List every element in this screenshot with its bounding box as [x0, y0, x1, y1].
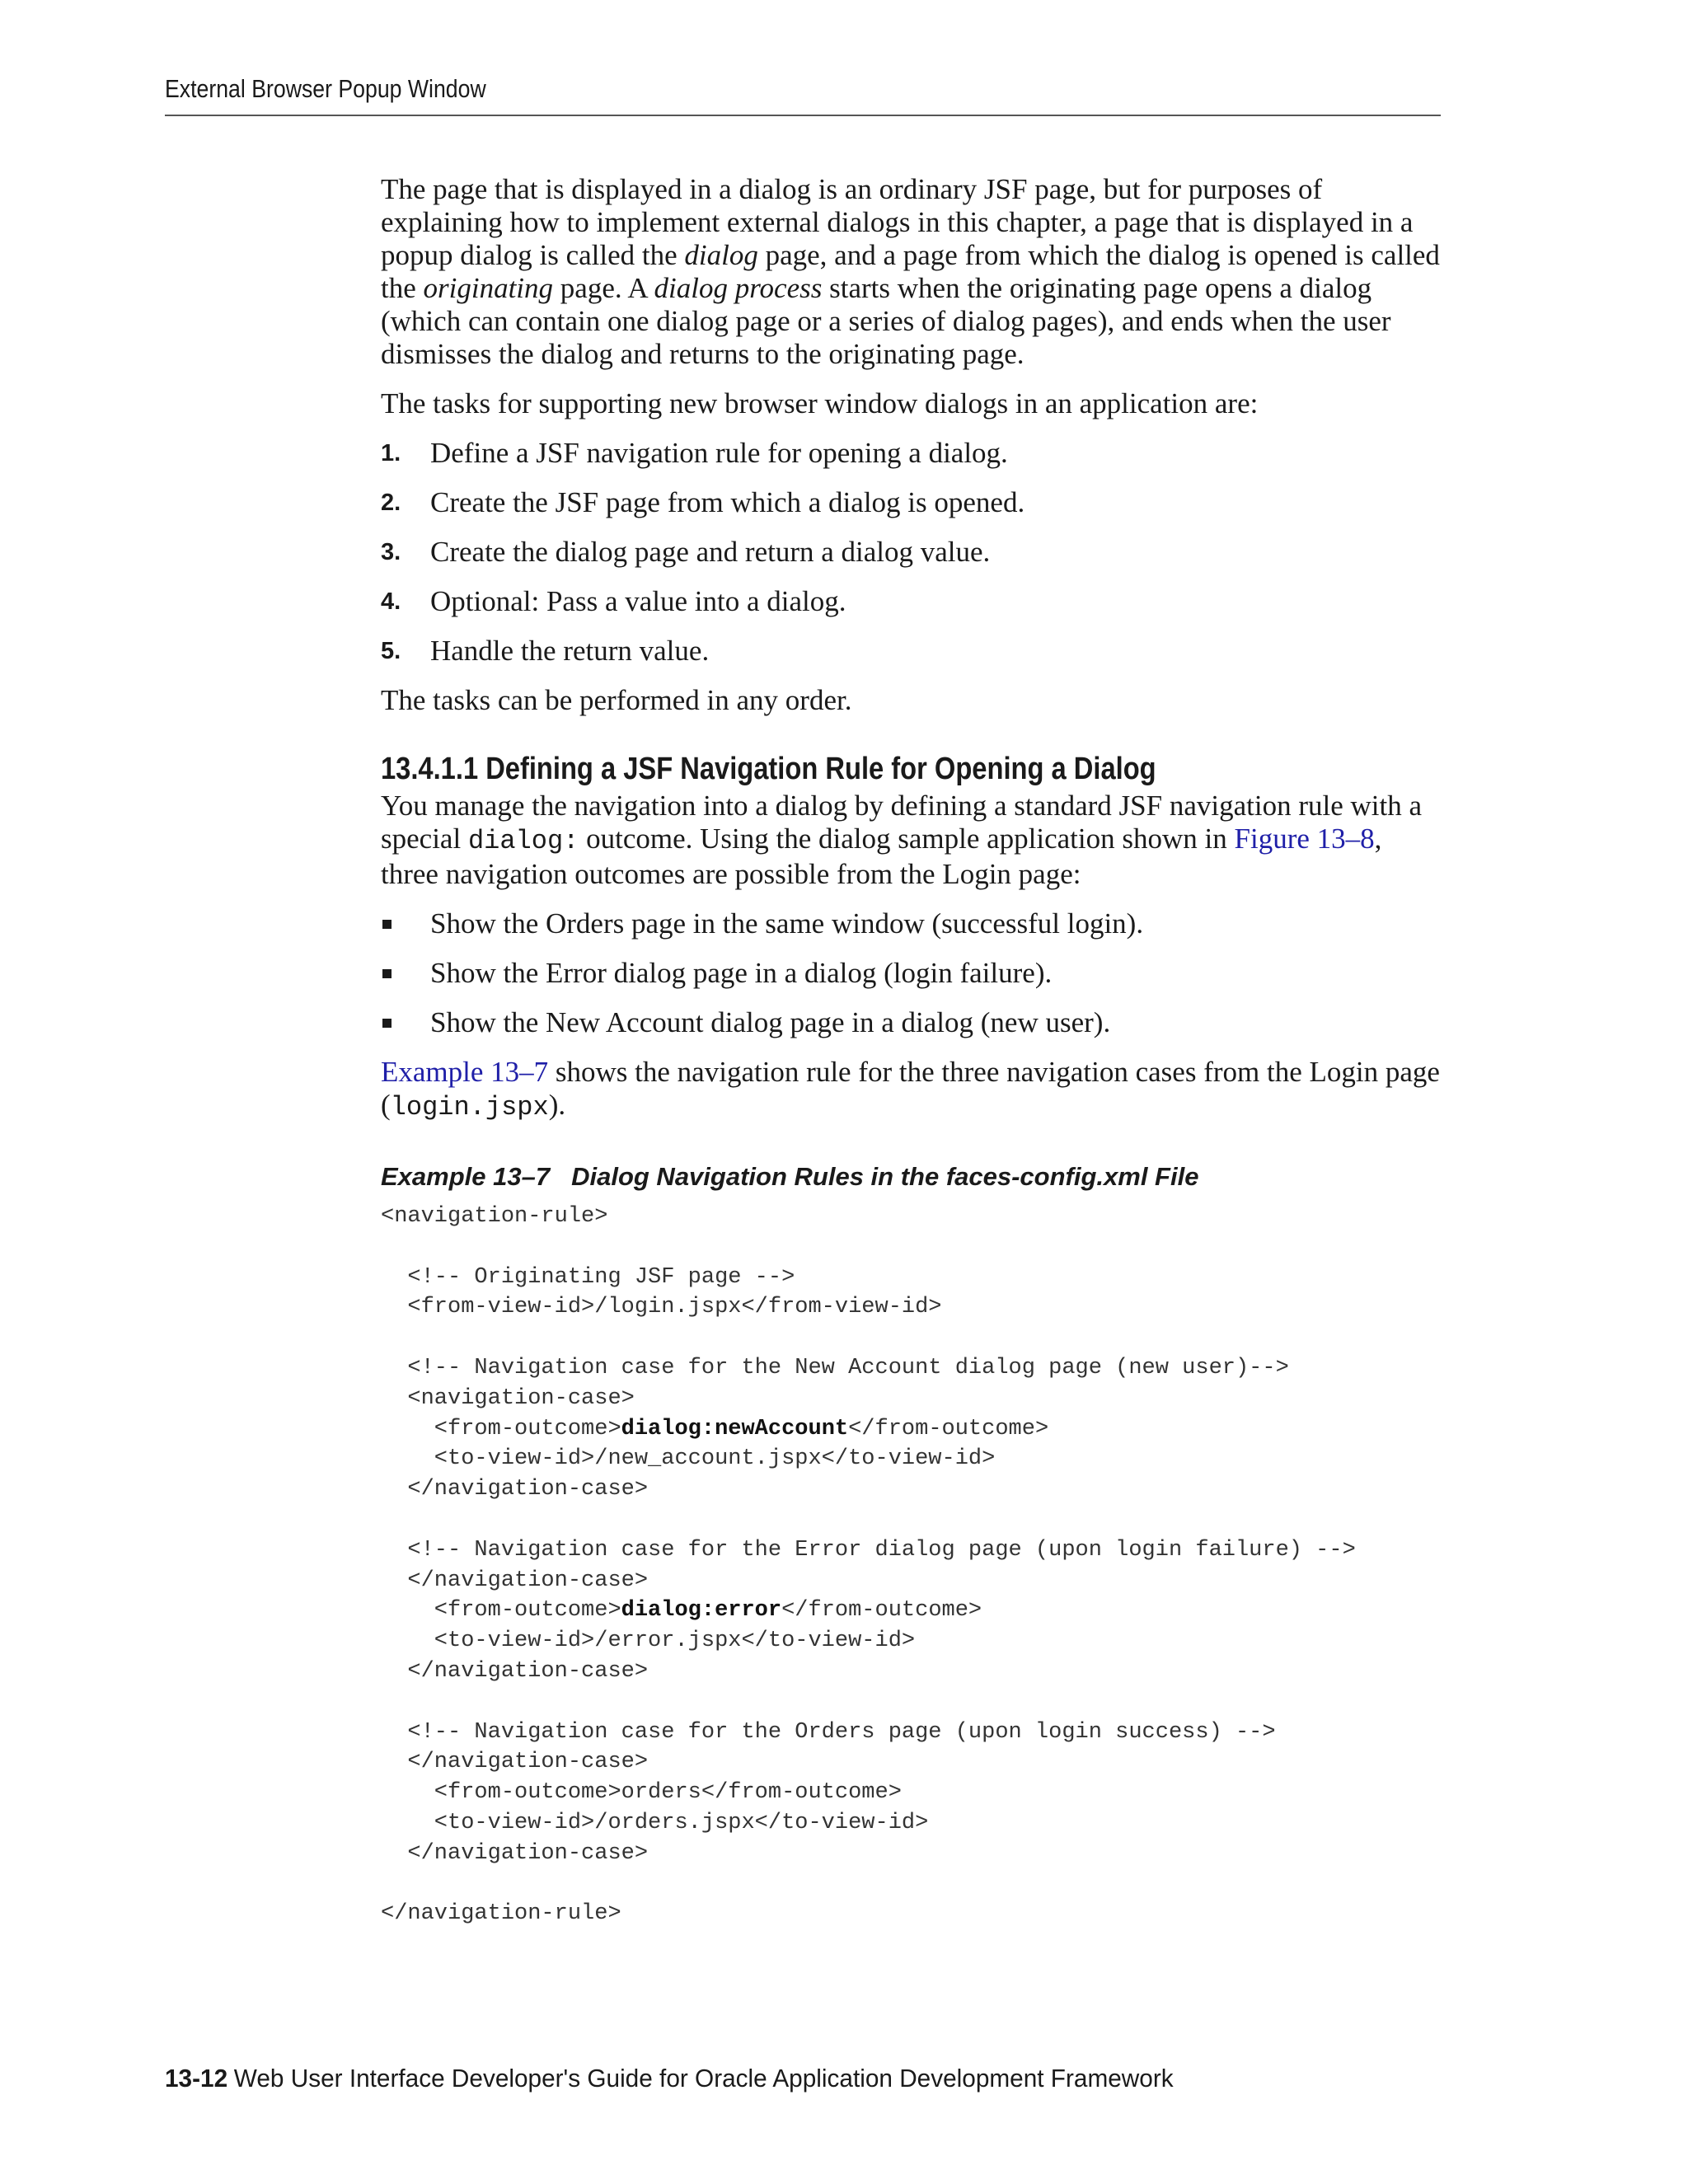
page-number: 13-12: [165, 2064, 228, 2093]
outcome-item: [381, 907, 1444, 940]
outcome-text: Show the New Account dialog page in a dialog (new user).: [430, 1006, 1111, 1038]
task-number: 2.: [381, 490, 401, 516]
code-dialog-prefix: dialog:: [467, 826, 579, 856]
example-number: Example 13–7: [381, 1162, 551, 1191]
outcome-item: [381, 957, 1444, 990]
intro-text-3: page. A: [553, 272, 654, 304]
task-list: [381, 437, 1444, 668]
code-line: </navigation-rule>: [381, 1901, 621, 1927]
header-divider: [165, 115, 1441, 116]
code-line: <from-outcome>dialog:error</from-outcome>: [381, 1598, 982, 1624]
code-line: </navigation-case>: [381, 1840, 649, 1866]
code-highlight: dialog:newAccount: [621, 1416, 849, 1441]
code-line: <!-- Navigation case for the Error dialog page (upon login failure) -->: [381, 1537, 1356, 1563]
task-text: Create the JSF page from which a dialog is opened.: [430, 486, 1025, 518]
bullet-square-icon: [382, 969, 392, 978]
code-line: <from-outcome>orders</from-outcome>: [381, 1780, 902, 1806]
code-line: <navigation-rule>: [381, 1204, 608, 1229]
intro-text-4: starts when the originating page opens a dialog (which can contain one dialog page or a series of dialog pages), and ends when the user dismisses the dialog and returns to the originating page.: [381, 272, 1391, 370]
code-line: <!-- Originating JSF page -->: [381, 1264, 795, 1290]
intro-text-1: The page that is displayed in a dialog is an ordinary JSF page, but for purposes of explaining how to implement external dialogs in this chapter, a page that is displayed in a popup dialog is called the: [381, 173, 1414, 271]
task-text: Handle the return value.: [430, 635, 710, 667]
task-number: 1.: [381, 440, 401, 466]
outcome-text: Show the Orders page in the same window (successful login).: [430, 907, 1144, 940]
bullet-square-icon: [382, 920, 392, 929]
code-line: </navigation-case>: [381, 1477, 649, 1502]
book-title: Web User Interface Developer's Guide for Oracle Application Development Framework: [233, 2064, 1174, 2093]
term-dialog: dialog: [684, 239, 758, 271]
example-reference-paragraph: [381, 1056, 1444, 1124]
outcome-list: [381, 907, 1444, 1039]
task-item: [381, 536, 1444, 569]
running-footer: [165, 2064, 1174, 2093]
code-line: <to-view-id>/orders.jspx</to-view-id>: [381, 1810, 929, 1835]
example-ref-text-2: ).: [548, 1089, 566, 1121]
section-heading: 13.4.1.1 Defining a JSF Navigation Rule for Opening a Dialog: [381, 752, 1156, 786]
example-ref-text-1: shows the navigation rule for the three navigation cases from the Login page (: [381, 1056, 1440, 1121]
term-originating: originating: [423, 272, 554, 304]
outcome-text: Show the Error dialog page in a dialog (login failure).: [430, 957, 1053, 989]
running-header: External Browser Popup Window: [165, 74, 486, 103]
intro-paragraph: [381, 173, 1444, 371]
code-line: <to-view-id>/new_account.jspx</to-view-id>: [381, 1446, 996, 1472]
code-line: <to-view-id>/error.jspx</to-view-id>: [381, 1629, 916, 1654]
section-paragraph: [381, 790, 1444, 891]
code-line: </navigation-case>: [381, 1658, 649, 1684]
task-item: [381, 486, 1444, 519]
code-line: <!-- Navigation case for the New Account dialog page (new user)-->: [381, 1355, 1289, 1380]
tasks-intro: The tasks for supporting new browser window dialogs in an application are:: [381, 387, 1259, 419]
code-line: </navigation-case>: [381, 1568, 649, 1593]
code-line: <from-outcome>dialog:newAccount</from-outcome>: [381, 1416, 1049, 1441]
task-text: Define a JSF navigation rule for opening a dialog.: [430, 437, 1008, 469]
task-text: Optional: Pass a value into a dialog.: [430, 585, 846, 617]
example-caption: [381, 1160, 1444, 1193]
code-highlight: dialog:error: [621, 1598, 782, 1624]
term-dialog-process: dialog process: [654, 272, 823, 304]
bullet-square-icon: [382, 1019, 392, 1028]
code-line: </navigation-case>: [381, 1750, 649, 1775]
task-item: [381, 585, 1444, 618]
code-line: <from-view-id>/login.jspx</from-view-id>: [381, 1295, 942, 1320]
example-link[interactable]: Example 13–7: [381, 1056, 549, 1088]
tasks-order-note: The tasks can be performed in any order.: [381, 684, 852, 716]
task-number: 3.: [381, 539, 401, 565]
code-line: <!-- Navigation case for the Orders page (upon login success) -->: [381, 1719, 1276, 1745]
task-item: [381, 437, 1444, 470]
intro-text-2: page, and a page from which the dialog is opened is called the: [381, 239, 1440, 304]
section-text-3: , three navigation outcomes are possible from the Login page:: [381, 823, 1382, 890]
section-text-2: outcome. Using the dialog sample application shown in: [579, 823, 1235, 855]
task-number: 4.: [381, 588, 401, 615]
code-listing: [381, 1202, 1444, 1929]
code-line: <navigation-case>: [381, 1385, 635, 1411]
section-text-1: You manage the navigation into a dialog by defining a standard JSF navigation rule with a special: [381, 790, 1423, 855]
example-title: Dialog Navigation Rules in the faces-config.xml File: [571, 1162, 1199, 1191]
outcome-item: [381, 1006, 1444, 1039]
page-body: [381, 173, 1444, 1929]
task-text: Create the dialog page and return a dialog value.: [430, 536, 991, 568]
code-login-file: login.jspx: [390, 1092, 549, 1122]
figure-link[interactable]: Figure 13–8: [1234, 823, 1375, 855]
task-item: [381, 635, 1444, 668]
task-number: 5.: [381, 638, 401, 664]
